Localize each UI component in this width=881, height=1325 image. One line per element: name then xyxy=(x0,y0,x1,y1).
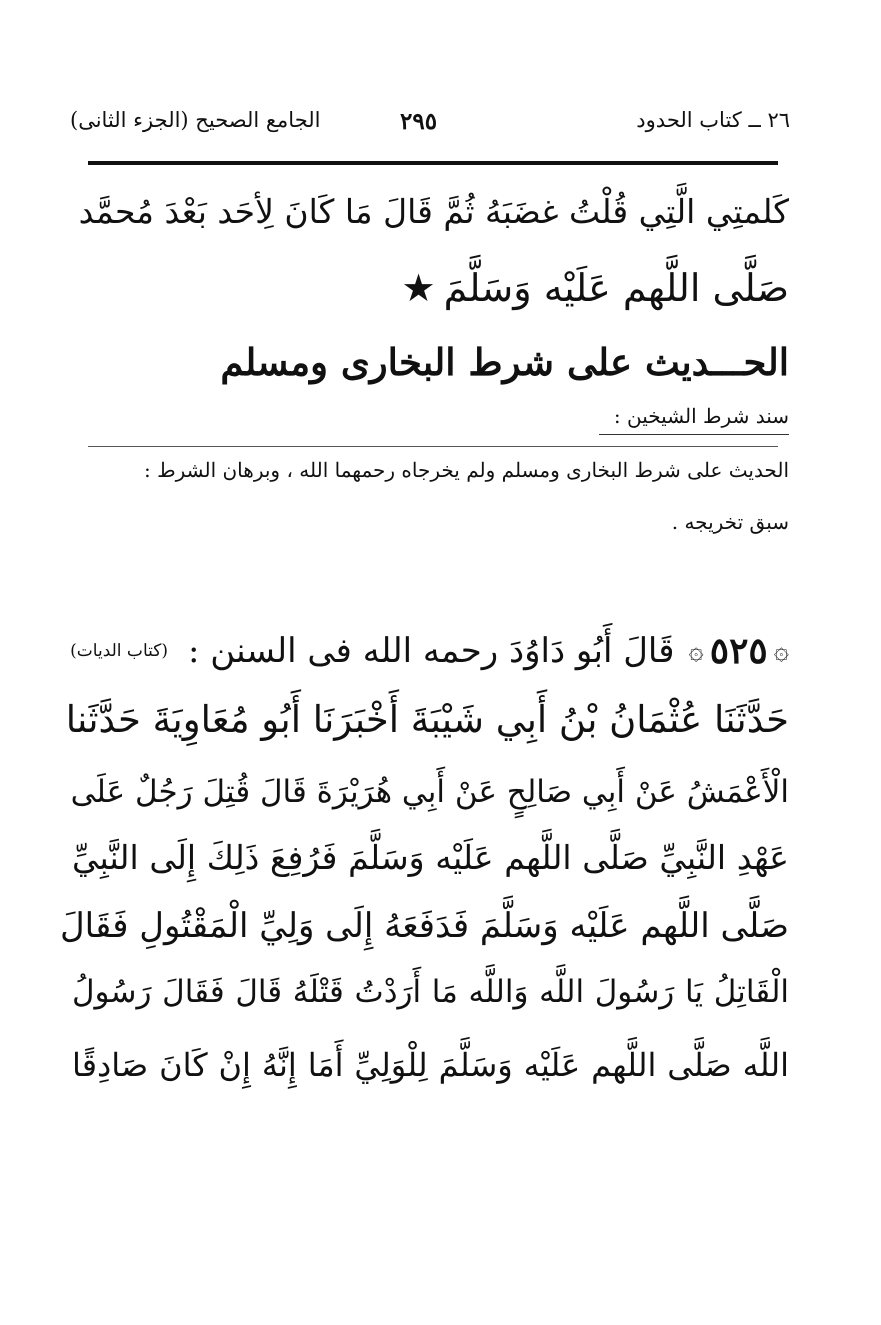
hadith-text-line: حَدَّثَنَا عُثْمَانُ بْنُ أَبِي شَيْبَةَ أَخْبَرَنَا أَبُو مُعَاوِيَةَ حَدَّثَنا xyxy=(65,698,789,741)
commentary-line: سبق تخريجه . xyxy=(671,510,789,534)
hadith-text-line: الْأَعْمَشُ عَنْ أَبِي صَالِحٍ عَنْ أَبِي هُرَيْرَةَ قَالَ قُتِلَ رَجُلٌ عَلَى xyxy=(70,774,789,810)
hadith-number: ٥٢٥ xyxy=(709,630,768,672)
hadith-text-line: الْقَاتِلُ يَا رَسُولَ اللَّه وَاللَّه مَا أَرَدْتُ قَتْلَهُ قَالَ فَقَالَ رَسُولُ xyxy=(72,974,789,1010)
hadith-text-line: اللَّه صَلَّى اللَّهم عَلَيْه وَسَلَّمَ لِلْوَلِيِّ أَمَا إِنَّهُ إِنْ كَانَ صَادِقًا xyxy=(72,1046,790,1084)
hadith-text-line: عَهْدِ النَّبِيِّ صَلَّى اللَّهم عَلَيْه وَسَلَّمَ فَرُفِعَ ذَلِكَ إِلَى النَّبِيِّ xyxy=(72,838,789,877)
heading-underline xyxy=(599,434,789,435)
ornament-icon: ۞ xyxy=(773,636,789,666)
hadith-verdict: الحـــديث على شرط البخارى ومسلم xyxy=(220,340,789,384)
chapter-title: ٢٦ ــ كتاب الحدود xyxy=(636,108,790,132)
sanad-heading: سند شرط الشيخين : xyxy=(613,404,789,428)
star-icon: ★ xyxy=(401,266,436,310)
page-number: ٢٩٥ xyxy=(400,108,438,135)
text-line xyxy=(401,266,789,312)
ornament-icon: ۞ xyxy=(688,636,704,666)
running-header xyxy=(70,108,790,148)
hadith-text-line: صَلَّى اللَّهم عَلَيْه وَسَلَّمَ فَدَفَعَهُ إِلَى وَلِيِّ الْمَقْتُولِ فَقَالَ xyxy=(59,906,789,946)
text-line: كَلمتِي الَّتِي قُلْتُ غضَبَهُ ثُمَّ قَالَ مَا كَانَ لِأحَد بَعْدَ مُحمَّد xyxy=(78,192,789,231)
commentary-line: الحديث على شرط البخارى ومسلم ولم يخرجاه رحمهما الله ، وبرهان الشرط : xyxy=(144,458,789,482)
source-note: (كتاب الديات) xyxy=(70,641,168,661)
hadith-intro: قَالَ أَبُو دَاوُدَ رحمه الله فى السنن : xyxy=(187,631,675,671)
book-title: الجامع الصحيح (الجزء الثانى) xyxy=(70,108,321,132)
hadith-header xyxy=(70,630,789,672)
section-rule xyxy=(88,446,778,447)
header-rule xyxy=(88,161,778,165)
text-line-content: صَلَّى اللَّهم عَلَيْه وَسَلَّمَ xyxy=(443,266,789,310)
